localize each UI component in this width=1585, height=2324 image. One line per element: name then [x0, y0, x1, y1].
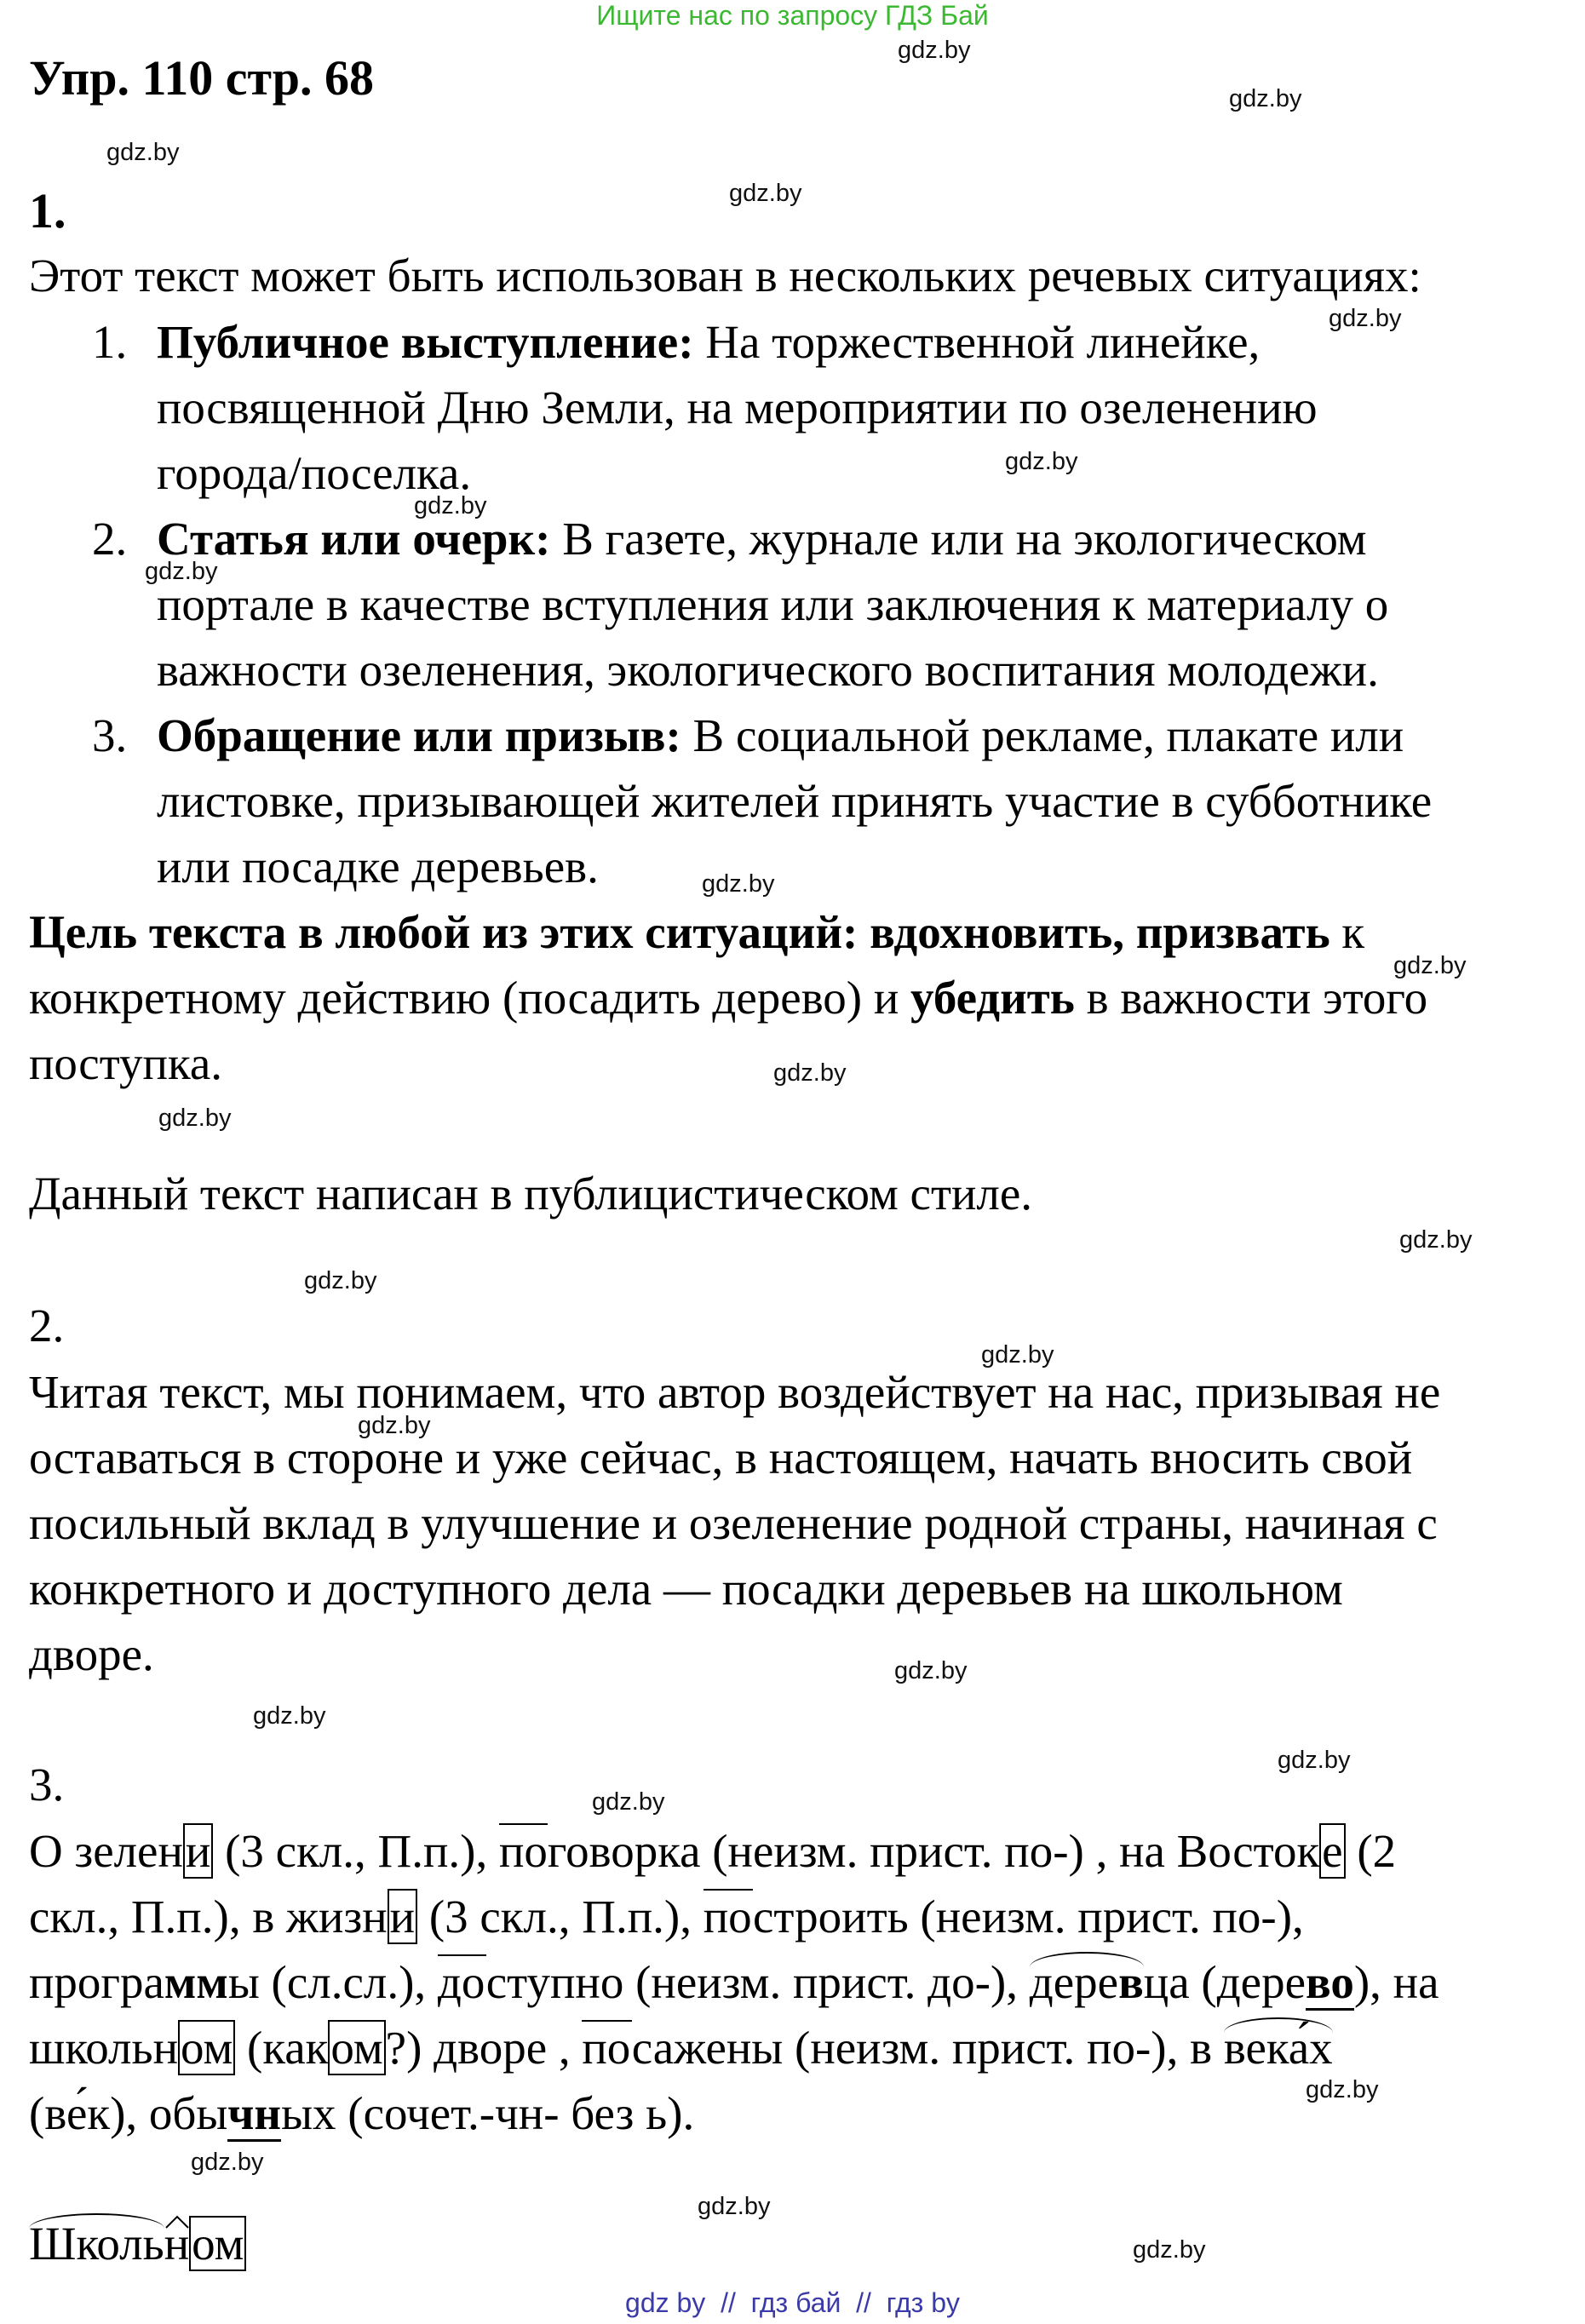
watermark: gdz.by — [698, 2193, 771, 2220]
paragraph-line: оставаться в стороне и уже сейчас, в настоящем, начать вносить свой — [29, 1432, 1413, 1483]
text: (3 скл., П.п.), — [417, 1891, 703, 1942]
text: скл., П.п.) — [29, 1891, 229, 1942]
watermark: gdz.by — [981, 1341, 1054, 1369]
ending-box: ом — [178, 2020, 235, 2075]
watermark: gdz.by — [894, 1657, 968, 1684]
ending-box: ом — [328, 2020, 385, 2075]
list-line: города/поселка. — [157, 447, 472, 499]
watermark: gdz.by — [106, 139, 180, 166]
text: ца ( — [1143, 1956, 1217, 2008]
list-line — [157, 514, 1367, 565]
text: дере — [1216, 1956, 1306, 2008]
watermark: gdz.by — [304, 1267, 377, 1294]
analysis-line — [29, 1826, 1396, 1877]
top-banner: Ищите нас по запросу ГДЗ Бай — [596, 0, 989, 31]
watermark: gdz.by — [1329, 305, 1402, 332]
watermark: gdz.by — [191, 2149, 264, 2176]
analysis-line — [29, 1957, 1439, 2008]
root-mark: века́х — [1223, 2022, 1333, 2074]
text: дере — [1029, 1956, 1119, 2008]
text: ), на — [1353, 1956, 1439, 2008]
watermark: gdz.by — [898, 37, 971, 64]
analysis-line — [29, 1891, 1304, 1942]
list-line: посвященной Дню Земли, на мероприятии по озеленению — [157, 382, 1318, 433]
goal-comma: , — [1112, 906, 1136, 958]
goal-line — [29, 907, 1364, 958]
watermark: gdz.by — [773, 1059, 847, 1087]
bold-letters: в — [1118, 1956, 1144, 2008]
analysis-line — [29, 2088, 694, 2139]
word-ending: ом — [189, 2216, 246, 2271]
item-label: Обращение или призыв: — [157, 709, 681, 761]
watermark: gdz.by — [358, 1412, 431, 1439]
bold-letters: чн — [227, 2087, 281, 2142]
word-root: Школь — [29, 2218, 164, 2269]
prefix-mark: по — [703, 1891, 754, 1942]
watermark: gdz.by — [158, 1105, 232, 1132]
paragraph-line: Читая текст, мы понимаем, что автор воздействует на нас, призывая не — [29, 1366, 1441, 1418]
text: О зелен — [29, 1825, 183, 1877]
list-line — [157, 317, 1260, 368]
watermark: gdz.by — [1278, 1747, 1351, 1774]
text: говорка (неизм. прист. по-) , на Восток — [547, 1825, 1320, 1877]
text: школьн — [29, 2022, 179, 2074]
page-title: Упр. 110 стр. 68 — [29, 50, 374, 106]
list-line: или посадке деревьев. — [157, 841, 599, 892]
paragraph-line: конкретного и доступного дела — посадки деревьев на школьном — [29, 1563, 1343, 1615]
ending-box: е — [1319, 1823, 1345, 1879]
goal-line — [29, 973, 1427, 1024]
bold-letters: мм — [164, 1956, 228, 2008]
watermark: gdz.by — [1005, 448, 1078, 475]
list-line: листовке, призывающей жителей принять участие в субботнике — [157, 775, 1433, 827]
watermark: gdz.by — [592, 1788, 665, 1816]
item-text: В социальной рекламе, плакате или — [681, 709, 1404, 761]
text: ?) дворе , — [385, 2022, 583, 2074]
list-line: портале в качестве вступления или заключения к материалу о — [157, 578, 1389, 630]
text: ых (сочет.-чн- без ь). — [281, 2087, 695, 2139]
word-suffix: н — [164, 2218, 190, 2269]
goal-text: в важности этого — [1074, 972, 1428, 1024]
text: (как — [247, 2022, 329, 2074]
goal-bold-2: призвать — [1135, 906, 1330, 958]
text: (ве́к), обы — [29, 2087, 228, 2139]
watermark: gdz.by — [702, 870, 775, 898]
item-label: Публичное выступление: — [157, 316, 694, 368]
item-label: Статья или очерк: — [157, 513, 551, 565]
watermark: gdz.by — [1229, 85, 1302, 112]
text: програ — [29, 1956, 164, 2008]
style-statement: Данный текст написан в публицистическом стиле. — [29, 1168, 1033, 1219]
paragraph-line: посильный вклад в улучшение и озеленение родной страны, начиная с — [29, 1497, 1438, 1549]
watermark: gdz.by — [414, 492, 487, 519]
root-mark — [1030, 1957, 1144, 2008]
goal-bold-3: убедить — [910, 972, 1075, 1024]
watermark: gdz.by — [1306, 2076, 1379, 2103]
goal-bold: Цель текста в любой из этих ситуаций: вдохновить — [29, 906, 1113, 958]
bold-letters: во — [1306, 1956, 1354, 2011]
watermark: gdz.by — [145, 558, 218, 585]
watermark: gdz.by — [1399, 1226, 1473, 1254]
list-line — [157, 710, 1404, 761]
goal-text: конкретному действию (посадить дерево) и — [29, 972, 911, 1024]
section-1-number: 1. — [29, 183, 66, 238]
text: ступно (неизм. прист. до-), — [485, 1956, 1030, 2008]
list-line: важности озеленения, экологического воспитания молодежи. — [157, 644, 1379, 696]
text: ы (сл.сл.), — [227, 1956, 438, 2008]
watermark: gdz.by — [729, 180, 802, 207]
footer: gdz by // гдз бай // гдз by — [625, 2287, 960, 2318]
prefix-mark: по — [582, 2022, 632, 2074]
text: (2 — [1345, 1825, 1397, 1877]
watermark: gdz.by — [253, 1702, 326, 1730]
ending-box: и — [183, 1823, 213, 1879]
morpheme-word — [29, 2218, 246, 2269]
text: (3 скл., П.п.), — [213, 1825, 499, 1877]
prefix-mark: до — [437, 1956, 486, 2008]
text: сажены (неизм. прист. по-), в — [631, 2022, 1224, 2074]
list-number: 3. — [92, 709, 128, 761]
word-suffix-wrap — [164, 2218, 189, 2269]
section-2-number: 2. — [29, 1300, 65, 1351]
goal-line: поступка. — [29, 1037, 223, 1089]
goal-text: к — [1329, 906, 1365, 958]
section-1-intro: Этот текст может быть использован в нескольких речевых ситуациях: — [29, 250, 1421, 301]
ending-box: и — [388, 1889, 417, 1944]
suffix-mark-icon — [164, 2214, 190, 2229]
analysis-line — [29, 2023, 1333, 2074]
section-3-number: 3. — [29, 1759, 65, 1810]
text: строить (неизм. прист. по-), — [753, 1891, 1304, 1942]
prefix-mark: по — [498, 1825, 548, 1877]
list-number: 2. — [92, 513, 128, 565]
stress-mark — [235, 2022, 247, 2074]
list-number: 1. — [92, 316, 128, 368]
item-text: На торжественной линейке, — [693, 316, 1261, 368]
item-text: В газете, журнале или на экологическом — [550, 513, 1367, 565]
text: , в жизн — [228, 1891, 388, 1942]
watermark: gdz.by — [1393, 952, 1467, 979]
watermark: gdz.by — [1133, 2236, 1206, 2264]
paragraph-line: дворе. — [29, 1628, 154, 1680]
